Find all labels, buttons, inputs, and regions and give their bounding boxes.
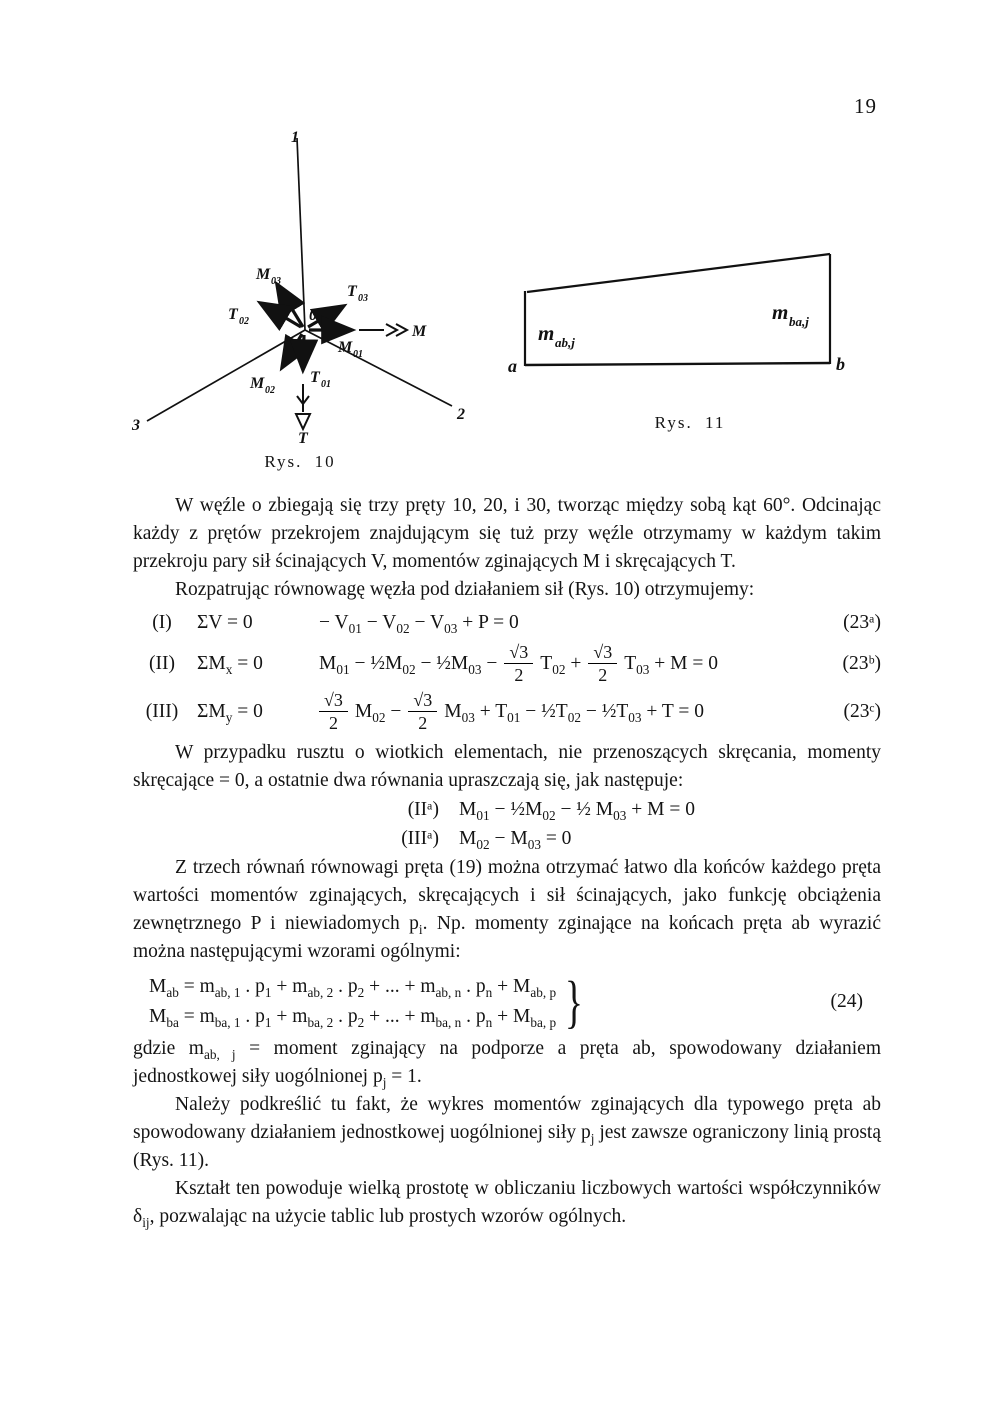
label-T02-sub: 02 xyxy=(239,316,249,327)
paragraph-1: W węźle o zbiegają się trzy pręty 10, 20, i 30, tworząc między sobą kąt 60°. Odcinając każdy z prętów przekrojem znajdującym się tuż przy węźle otrzymamy w każdym takim przekroju pary sił ścinających V, momentów zginających M i skręcających T. xyxy=(133,495,881,572)
equation-IIIa-body: $M_{02} - M_{03} = 0$ xyxy=(459,827,572,852)
sqrt3-over-2-fraction: $\frac{√3}{2}$ xyxy=(408,690,437,733)
equation-23c-term-1: $M_{02}$ − xyxy=(354,700,402,725)
label-M: M xyxy=(412,323,427,340)
axis-ray-1 xyxy=(297,138,305,330)
axis-ray-3 xyxy=(147,330,305,421)
figure-rys-11 xyxy=(500,240,880,433)
equation-23b-term-2: $T_{02}$ + xyxy=(540,652,582,677)
support-b-label: b xyxy=(836,354,845,374)
equation-24-brace: } xyxy=(565,968,584,1034)
paragraph-5: gdzie $m_{ab, j}$ = moment zginający na podporze a pręta ab, spowodowany działaniem jednostkowej siły uogólnionej $p_j = 1$. xyxy=(133,1037,881,1090)
figure-rys-10 xyxy=(120,128,480,472)
sqrt3-over-2-fraction: $\frac{√3}{2}$ xyxy=(319,690,348,733)
label-T: T xyxy=(298,430,308,443)
equation-23a-label: (I) xyxy=(152,612,172,633)
moment-right-sub: ba,j xyxy=(789,314,809,329)
node-label: 0 xyxy=(309,307,317,324)
ray-3-label: 3 xyxy=(132,417,140,434)
equation-23c-term-2: $M_{03} + T_{01}$ − $\frac{1}{2}T_{02}$ − $\frac{1}{2}T_{03} + T = 0$ xyxy=(444,700,704,725)
equation-23a-number: (23ᵃ) xyxy=(843,612,881,633)
equation-24-number: (24) xyxy=(830,990,863,1012)
page-number: 19 xyxy=(854,94,877,118)
equation-23b-term-3: $T_{03} + M = 0$ xyxy=(624,652,718,677)
label-M01: M xyxy=(338,339,353,356)
ray-1-label: 1 xyxy=(291,129,299,146)
equation-24 xyxy=(133,968,881,1034)
moment-diagram xyxy=(500,240,880,390)
label-T03-sub: 03 xyxy=(358,293,368,304)
trapezoid-base xyxy=(525,363,830,365)
paragraph-7: Kształt ten powoduje wielką prostotę w obliczaniu liczbowych wartości współczynników $\delta_{ij}$, pozwalając na użycie tablic lub prostych wzorów ogólnych. xyxy=(133,1177,881,1230)
label-T01: T xyxy=(310,369,320,386)
equation-23a-body: − $V_{01} - V_{02} - V_{03} + P = 0$ xyxy=(319,612,519,636)
label-T02: T xyxy=(228,306,238,323)
label-T03: T xyxy=(347,283,357,300)
equation-23b-term-1: $M_{01}$ − $\frac{1}{2}M_{02}$ − $\frac{1}{2}M_{03}$ − xyxy=(319,652,498,677)
equation-23c xyxy=(133,690,881,733)
equation-23c-sum: $\Sigma M_y = 0$ xyxy=(197,700,263,725)
label-T01-sub: 01 xyxy=(321,379,331,390)
equation-IIIa-label: (IIIᵃ) xyxy=(401,827,439,849)
paragraph-3: W przypadku rusztu o wiotkich elementach, nie przenoszących skręcania, momenty skręcające = 0, a ostatnie dwa równania upraszczają się, jak następuje: xyxy=(133,741,881,791)
sqrt3-over-2-fraction: $\frac{√3}{2}$ xyxy=(588,642,617,685)
equation-23b xyxy=(133,642,881,685)
vector-M02 xyxy=(283,334,302,366)
equation-24-line-2: $M_{ba} = m_{ba, 1}$ . $p_1 + m_{ba, 2}$ . $p_2$ + ... + $m_{ba, n}$ . $p_n + M_{ba, p}$ xyxy=(149,1005,557,1030)
equation-23c-number: (23ᶜ) xyxy=(843,700,881,722)
equation-23b-sum: $\Sigma M_x = 0$ xyxy=(197,652,263,677)
trapezoid-top xyxy=(527,254,830,292)
body-text xyxy=(133,492,881,1231)
equation-23a-sum: ΣV = 0 xyxy=(197,612,253,633)
equation-23b-number: (23ᵇ) xyxy=(842,652,881,674)
label-M03-sub: 03 xyxy=(271,276,281,287)
equation-23a xyxy=(133,609,881,637)
moment-right-label: m xyxy=(772,300,789,324)
label-M01-sub: 01 xyxy=(353,349,363,360)
label-M02-sub: 02 xyxy=(265,385,275,396)
node-diagram xyxy=(120,128,480,443)
equation-23b-label: (II) xyxy=(149,652,175,674)
paragraph-2: Rozpatrując równowagę węzła pod działaniem sił (Rys. 10) otrzymujemy: xyxy=(175,579,755,600)
label-M03: M xyxy=(256,266,271,283)
equation-24-line-1: $M_{ab} = m_{ab, 1}$ . $p_1 + m_{ab, 2}$ . $p_2$ + ... + $m_{ab, n}$ . $p_n + M_{ab, p}$ xyxy=(149,975,557,1000)
support-a-label: a xyxy=(508,356,517,376)
vector-T01 xyxy=(303,335,304,368)
equation-IIa-body: $M_{01}$ − $\frac{1}{2}M_{02}$ − ½ $M_{03} + M = 0$ xyxy=(459,798,695,823)
equation-IIIa xyxy=(377,825,881,853)
paragraph-6: Należy podkreślić tu fakt, że wykres momentów zginających dla typowego pręta ab spowodowany działaniem jednostkowej uogólnionej siły $p_j$ jest zawsze ograniczony linią prostą (Rys. 11). xyxy=(133,1093,882,1171)
figure-11-caption: Rys. 11 xyxy=(654,413,726,432)
vector-T-head xyxy=(296,414,310,429)
ray-2-label: 2 xyxy=(457,406,465,423)
label-M02: M xyxy=(250,375,265,392)
equation-IIa xyxy=(377,796,881,824)
moment-left-sub: ab,j xyxy=(555,335,575,350)
equation-23c-label: (III) xyxy=(145,700,179,722)
paragraph-4: Z trzech równań równowagi pręta (19) można otrzymać łatwo dla końców każdego pręta wartości momentów zginających, skręcających i sił ścinających, jako funkcję obciążenia zewnętrznego P i niewiadomych $p_i$. Np. momenty zginające na końcach pręta ab wyrazić można następującymi wzorami ogólnymi: xyxy=(133,856,881,962)
moment-left-label: m xyxy=(538,321,555,345)
figure-10-caption: Rys. 10 xyxy=(264,452,336,471)
equation-IIa-label: (IIᵃ) xyxy=(407,798,439,820)
axis-ray-2 xyxy=(305,330,452,406)
sqrt3-over-2-fraction: $\frac{√3}{2}$ xyxy=(504,642,533,685)
vector-M-chevron-1 xyxy=(386,324,397,336)
